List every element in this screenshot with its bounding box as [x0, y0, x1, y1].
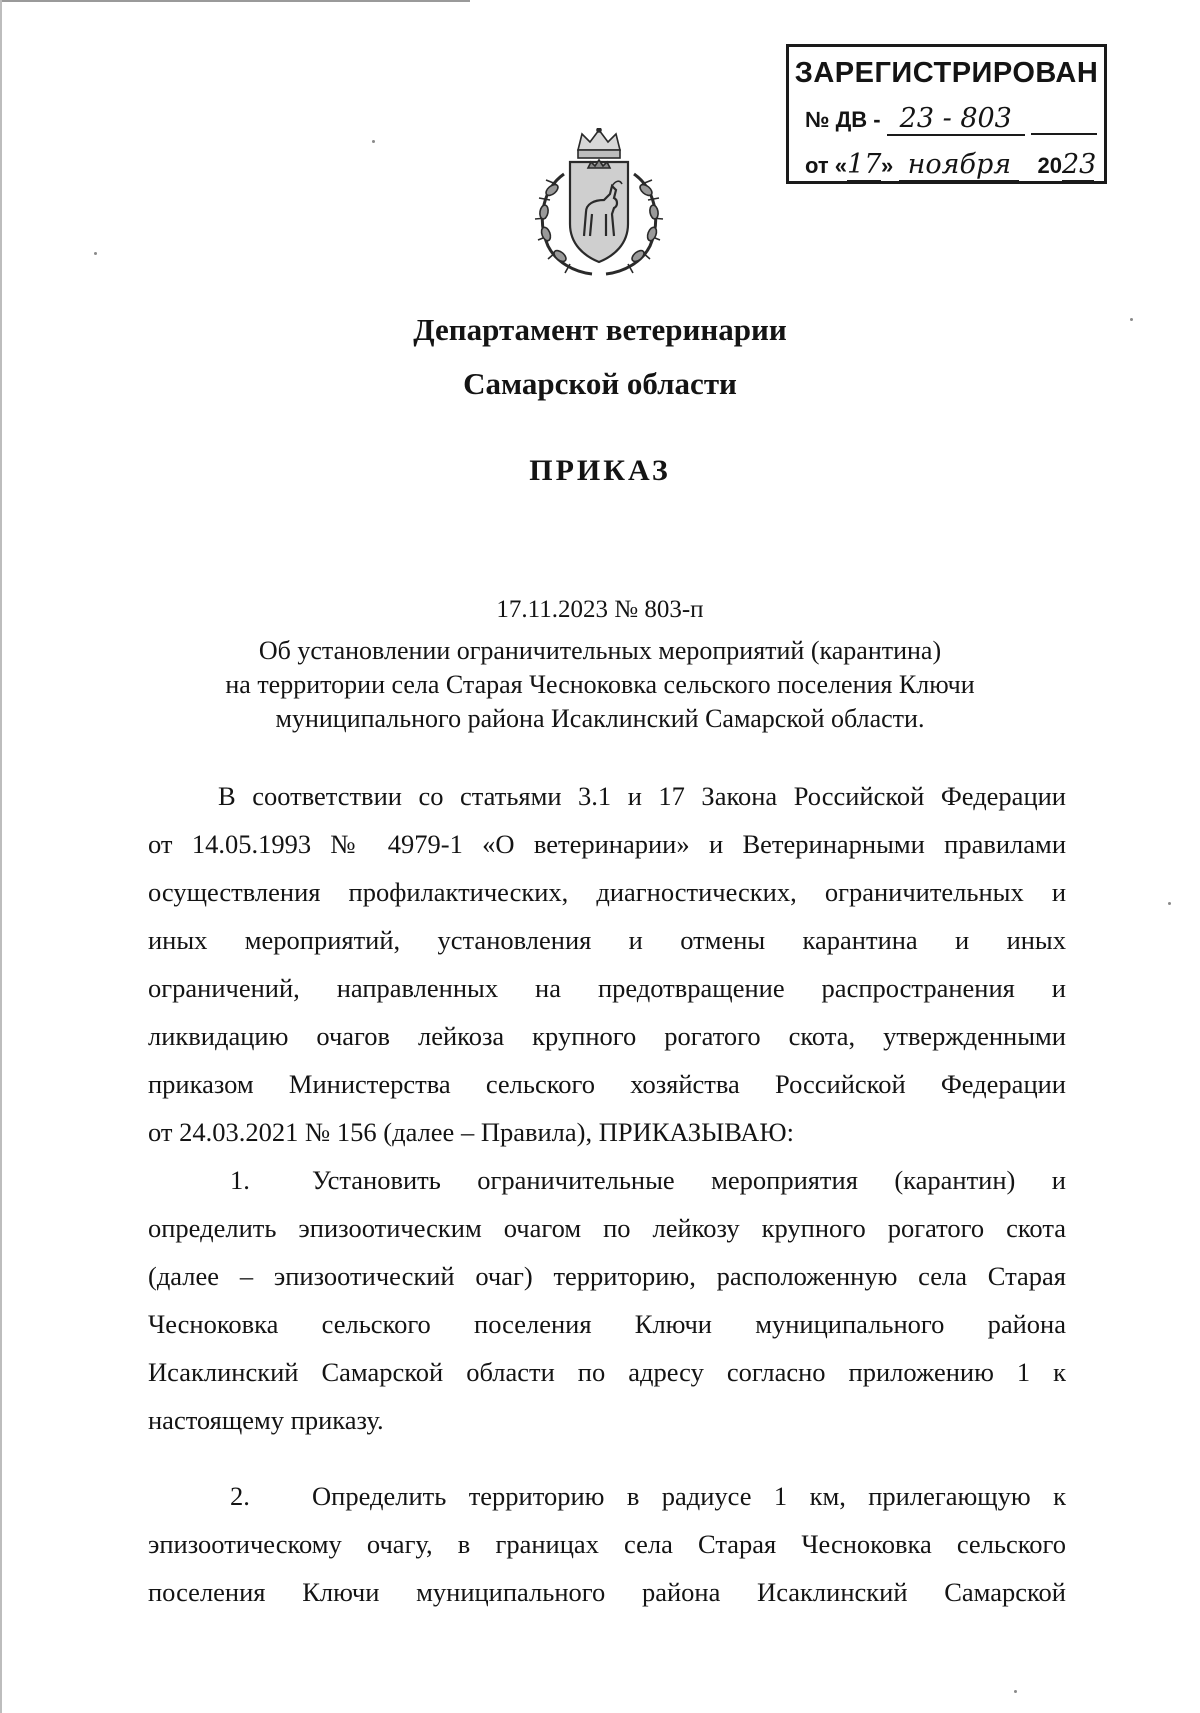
stamp-number-line	[1031, 107, 1097, 135]
preamble-line: иных мероприятий, установления и отмены карантина и иных	[148, 925, 1066, 955]
scan-speck	[372, 140, 375, 143]
scan-speck	[1168, 902, 1171, 905]
registration-stamp	[786, 44, 1107, 184]
subject-line: муниципального района Исаклинский Самарской области.	[275, 704, 925, 733]
stamp-date-row	[805, 149, 1097, 182]
coat-of-arms-icon	[526, 128, 672, 280]
item-first-line: Установить ограничительные мероприятия (карантин) и	[312, 1165, 1066, 1195]
subject-line: на территории села Старая Чесноковка сельского поселения Ключи	[225, 670, 975, 699]
subject-line: Об установлении ограничительных мероприятий (карантина)	[258, 636, 942, 665]
department-name-line2: Самарской области	[463, 366, 737, 401]
preamble-line: от 24.03.2021 № 156 (далее – Правила), ПРИКАЗЫВАЮ:	[148, 1117, 795, 1147]
stamp-number-value: 23 - 803	[887, 103, 1025, 136]
document-type: ПРИКАЗ	[529, 454, 671, 487]
order-date-number: 17.11.2023 № 803-п	[496, 596, 704, 623]
stamp-title: ЗАРЕГИСТРИРОВАН	[794, 57, 1099, 89]
item-number: 1.	[230, 1165, 250, 1195]
stamp-month: ноября	[899, 149, 1019, 182]
item-line: (далее – эпизоотический очаг) территорию, расположенную села Старая	[148, 1261, 1066, 1291]
item-line: Чесноковка сельского поселения Ключи муниципального района	[148, 1309, 1066, 1339]
order-subject	[0, 634, 1200, 736]
scan-speck	[1014, 1690, 1017, 1693]
item-line: определить эпизоотическим очагом по лейкозу крупного рогатого скота	[148, 1213, 1066, 1243]
preamble-line: В соответствии со статьями 3.1 и 17 Закона Российской Федерации	[218, 781, 1066, 811]
item-number: 2.	[230, 1481, 250, 1511]
stamp-number-row	[805, 103, 1097, 136]
item-line: Исаклинский Самарской области по адресу согласно приложению 1 к	[148, 1357, 1066, 1387]
preamble-line: от 14.05.1993 № 4979-1 «О ветеринарии» и Ветеринарными правилами	[148, 829, 1066, 859]
scan-speck	[94, 252, 97, 255]
preamble-line: ликвидацию очагов лейкоза крупного рогатого скота, утвержденными	[148, 1021, 1066, 1051]
preamble-line: приказом Министерства сельского хозяйства Российской Федерации	[148, 1069, 1066, 1099]
preamble-line: ограничений, направленных на предотвращение распространения и	[148, 973, 1066, 1003]
item-line: настоящему приказу.	[148, 1405, 384, 1435]
scan-edge-left	[0, 0, 2, 1713]
stamp-date-mid: »	[881, 153, 894, 178]
item-line: поселения Ключи муниципального района Исаклинский Самарской	[148, 1577, 1066, 1607]
stamp-date-prefix: от «	[805, 153, 848, 178]
scan-speck	[1130, 318, 1133, 321]
department-name-line1: Департамент ветеринарии	[413, 312, 787, 347]
stamp-year-prefix: 20	[1037, 153, 1062, 178]
item-line: эпизоотическому очагу, в границах села Старая Чесноковка сельского	[148, 1529, 1066, 1559]
stamp-number-label: № ДВ -	[805, 107, 881, 132]
scan-edge-top	[0, 0, 470, 2]
item-first-line: Определить территорию в радиусе 1 км, прилегающую к	[312, 1481, 1066, 1511]
stamp-year-suffix: 23	[1062, 149, 1097, 180]
stamp-day: 17	[847, 149, 882, 180]
preamble-line: осуществления профилактических, диагностических, ограничительных и	[148, 877, 1066, 907]
